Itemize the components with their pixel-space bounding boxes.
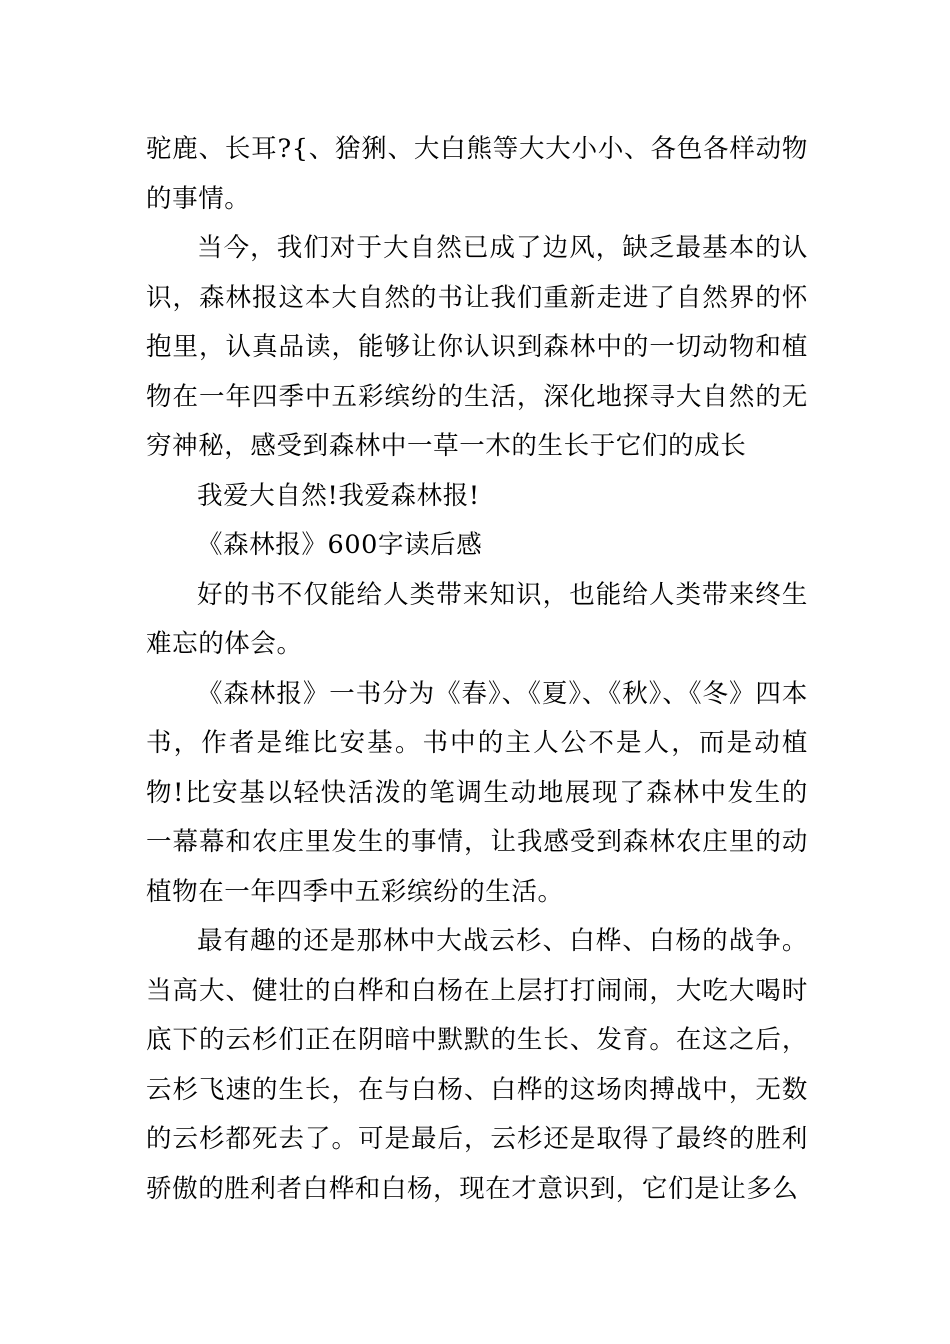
paragraph-good-books: 好的书不仅能给人类带来知识，也能给人类带来终生难忘的体会。 [146,579,808,659]
document-body [146,125,808,1214]
section-title: 《森林报》600字读后感 [197,530,483,560]
paragraph-book-intro: 《森林报》一书分为《春》、《夏》、《秋》、《冬》四本书，作者是维比安基。书中的主人公不是人，而是动植物!比安基以轻快活泼的笔调生动地展现了森林中发生的一幕幕和农庄里发生的事情，让我感受到森林农庄里的动植物在一年四季中五彩缤纷的生活。 [146,678,808,907]
paragraph-animals-continued: 驼鹿、长耳?{、猞猁、大白熊等大大小小、各色各样动物的事情。 [146,134,808,214]
paragraph-love-nature: 我爱大自然!我爱森林报! [197,480,480,511]
paragraph-nature-today: 当今，我们对于大自然已成了边风，缺乏最基本的认识，森林报这本大自然的书让我们重新走进了自然界的怀抱里，认真品读，能够让你认识到森林中的一切动物和植物在一年四季中五彩缤纷的生活，深化地探寻大自然的无穷神秘，感受到森林中一草一木的生长于它们的成长 [146,233,808,461]
paragraph-forest-war: 最有趣的还是那林中大战云杉、白桦、白杨的战争。当高大、健壮的白桦和白杨在上层打打闹闹，大吃大喝时底下的云杉们正在阴暗中默默的生长、发育。在这之后，云杉飞速的生长，在与白杨、白桦的这场肉搏战中，无数的云杉都死去了。可是最后，云杉还是取得了最终的胜利骄傲的胜利者白桦和白杨，现在才意识到，它们是让多么 [146,926,808,1204]
